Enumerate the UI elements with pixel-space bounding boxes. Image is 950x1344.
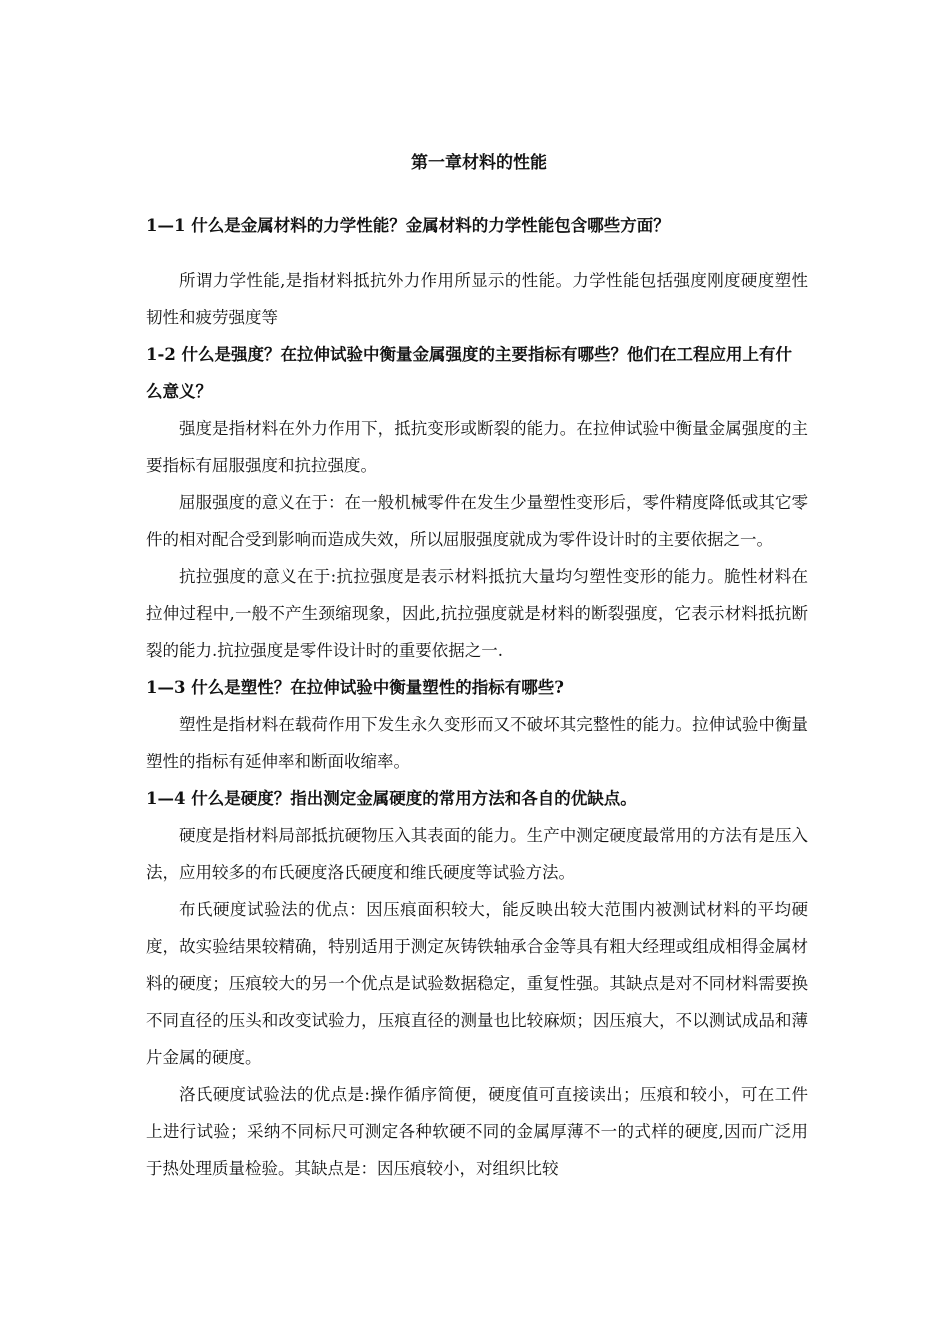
answer-paragraph: 硬度是指材料局部抵抗硬物压入其表面的能力。生产中测定硬度最常用的方法有是压入法，应用较多的布氏硬度洛氏硬度和维氏硬度等试验方法。 — [146, 826, 808, 882]
chapter-title: 第一章材料的性能 — [411, 153, 547, 173]
question-1-1: 1—1 什么是金属材料的力学性能？金属材料的力学性能包含哪些方面？ — [146, 216, 670, 235]
answer-paragraph: 布氏硬度试验法的优点：因压痕面积较大，能反映出较大范围内被测试材料的平均硬度，故实验结果较精确，特别适用于测定灰铸铁轴承合金等具有粗大经理或组成相得金属材料的硬度；压痕较大的另一个优点是试验数据稳定，重复性强。其缺点是对不同材料需要换不同直径的压头和改变试验力，压痕直径的测量也比较麻烦；因压痕大，不以测试成品和薄片金属的硬度。 — [146, 900, 808, 1067]
question-1-2: 1-2 什么是强度？在拉伸试验中衡量金属强度的主要指标有哪些？他们在工程应用上有什么意义？ — [146, 345, 793, 401]
answer-paragraph: 强度是指材料在外力作用下，抵抗变形或断裂的能力。在拉伸试验中衡量金属强度的主要指标有屈服强度和抗拉强度。 — [146, 419, 808, 475]
answer-paragraph: 屈服强度的意义在于：在一般机械零件在发生少量塑性变形后，零件精度降低或其它零件的相对配合受到影响而造成失效，所以屈服强度就成为零件设计时的主要依据之一。 — [146, 493, 808, 549]
question-1-4: 1—4 什么是硬度？指出测定金属硬度的常用方法和各自的优缺点。 — [146, 789, 637, 808]
answer-paragraph: 所谓力学性能,是指材料抵抗外力作用所显示的性能。力学性能包括强度刚度硬度塑性韧性和疲劳强度等 — [146, 271, 808, 327]
question-1-3: 1—3 什么是塑性？在拉伸试验中衡量塑性的指标有哪些? — [146, 678, 564, 697]
answer-paragraph: 洛氏硬度试验法的优点是:操作循序简便，硬度值可直接读出；压痕和较小，可在工件上进行试验；采纳不同标尺可测定各种软硬不同的金属厚薄不一的式样的硬度,因而广泛用于热处理质量检验。其缺点是：因压痕较小，对组织比较 — [146, 1085, 808, 1178]
answer-paragraph: 抗拉强度的意义在于:抗拉强度是表示材料抵抗大量均匀塑性变形的能力。脆性材料在拉伸过程中,一般不产生颈缩现象，因此,抗拉强度就是材料的断裂强度，它表示材料抵抗断裂的能力.抗拉强度是零件设计时的重要依据之一. — [146, 567, 808, 660]
answer-paragraph: 塑性是指材料在载荷作用下发生永久变形而又不破坏其完整性的能力。拉伸试验中衡量塑性的指标有延伸率和断面收缩率。 — [146, 715, 808, 771]
document-body — [146, 145, 808, 1187]
